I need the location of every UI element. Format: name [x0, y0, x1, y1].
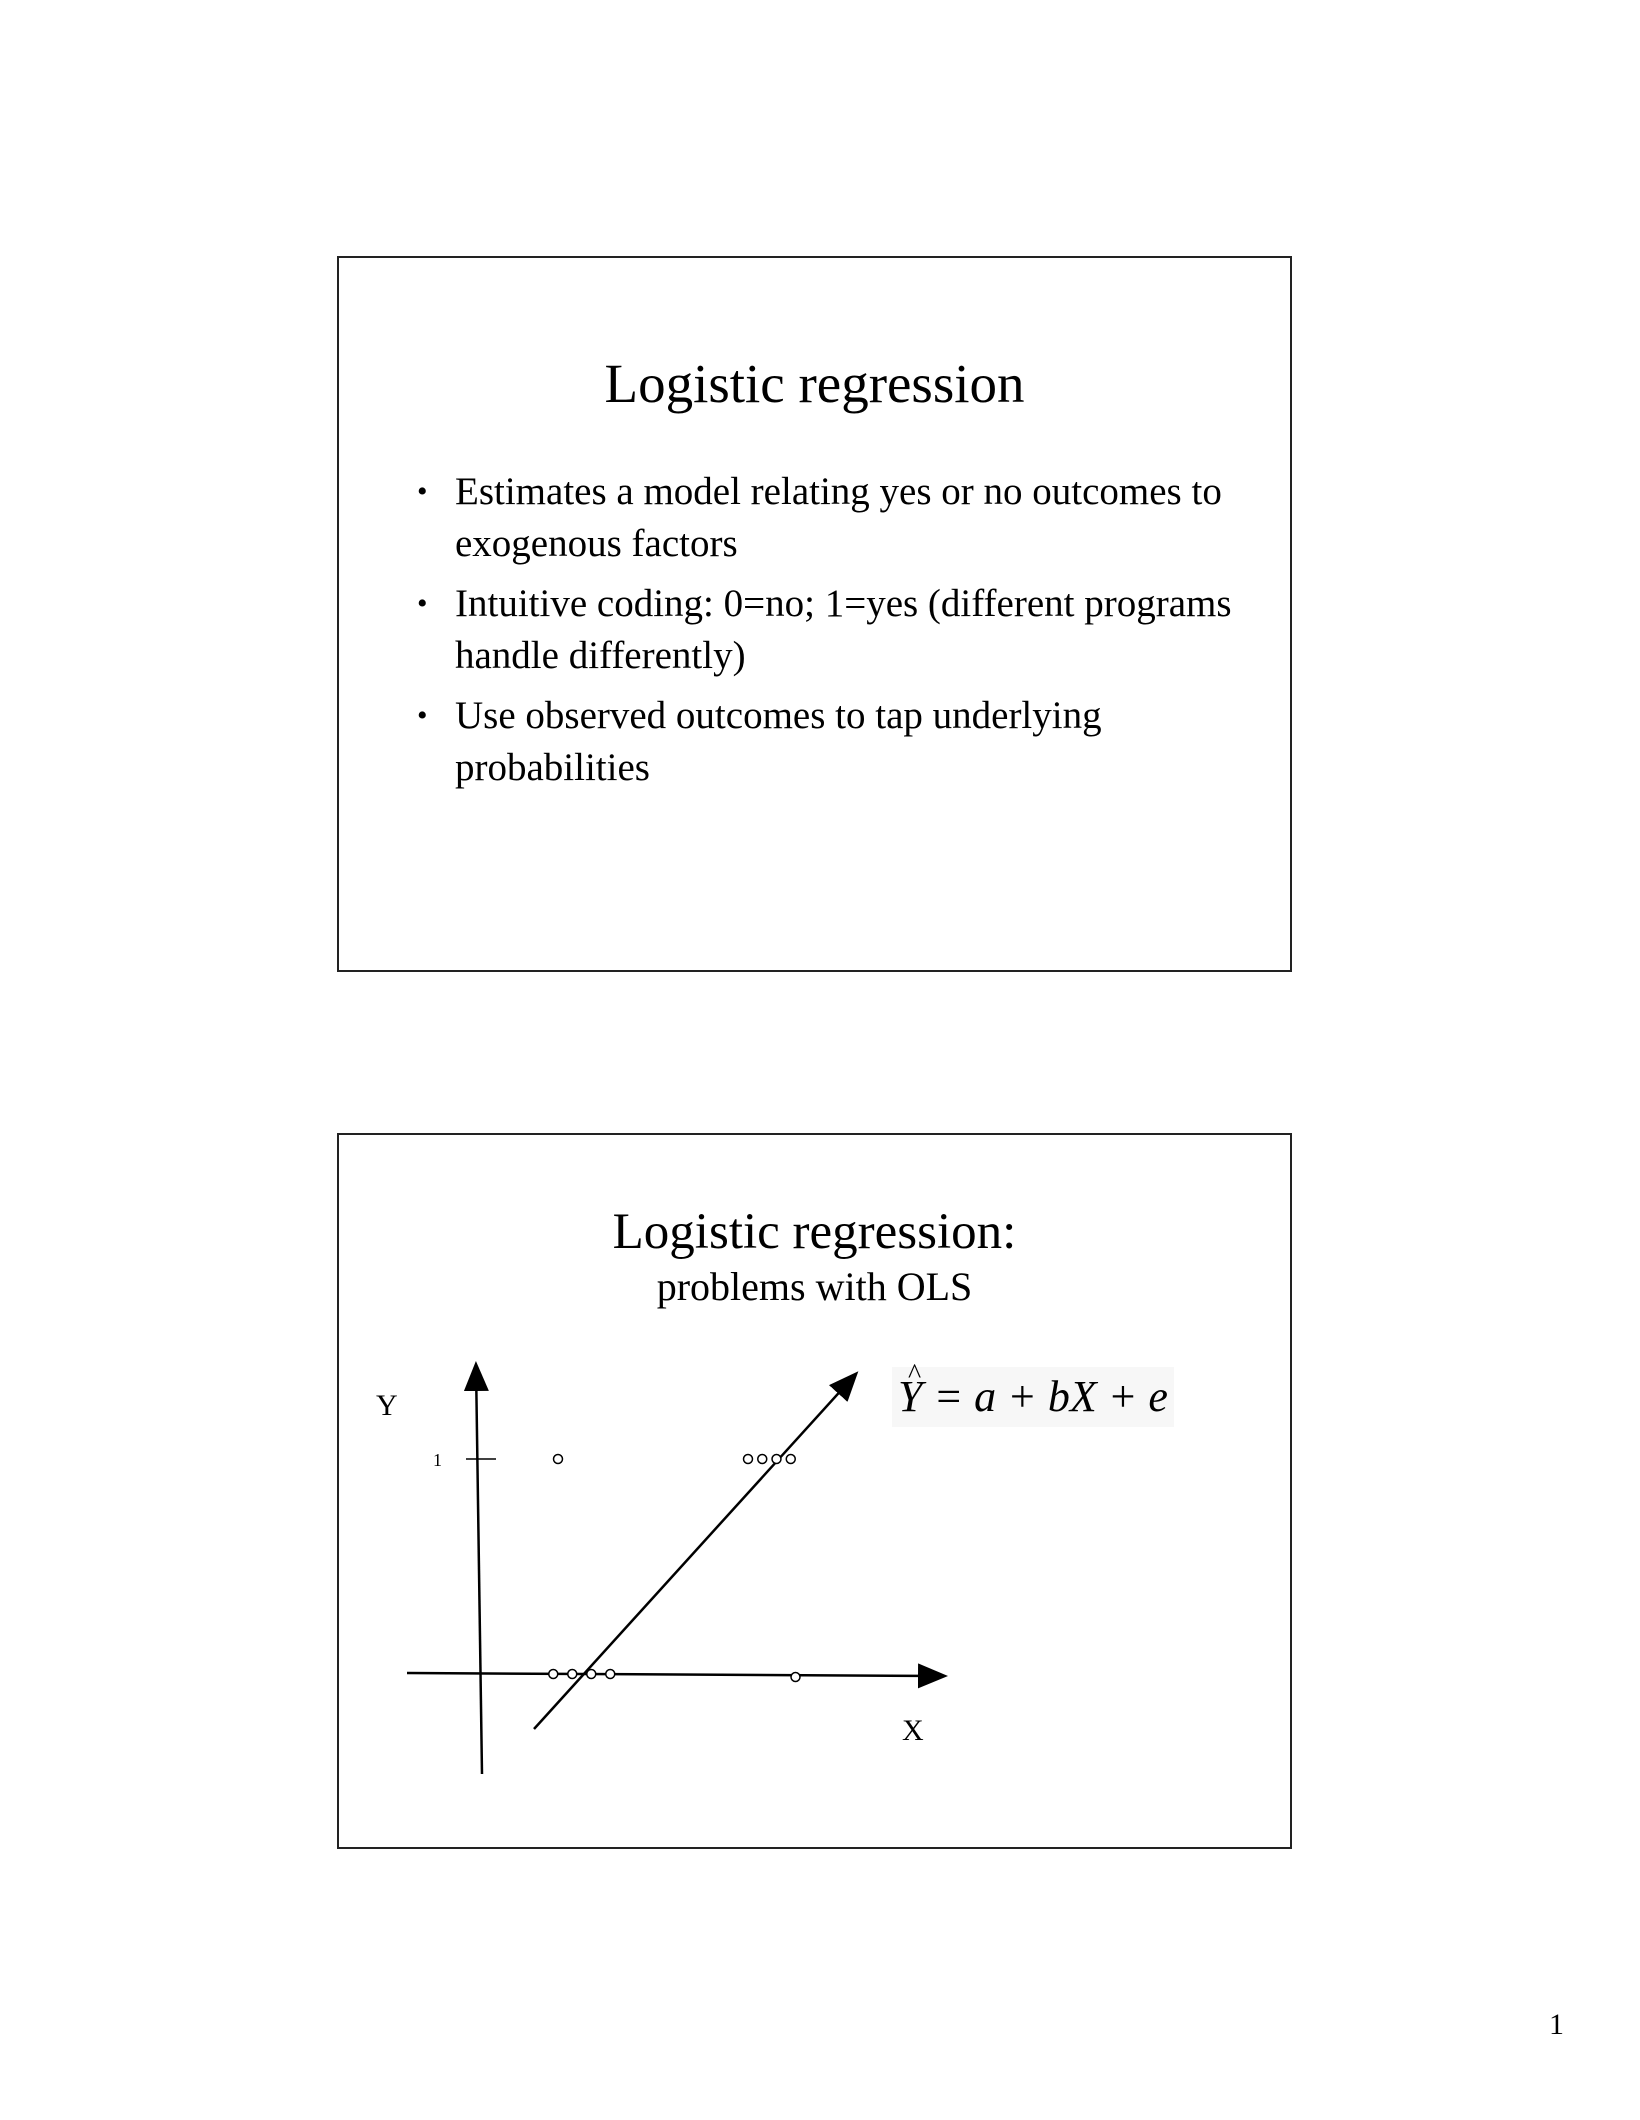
page-number: 1 [1549, 2008, 1564, 2041]
data-point [758, 1455, 767, 1464]
x-axis [407, 1673, 943, 1676]
bullet-text: Intuitive coding: 0=no; 1=yes (different programs handle differently) [455, 582, 1232, 677]
bullet-text: Estimates a model relating yes or no outcomes to exogenous factors [455, 470, 1222, 565]
slide-2 [337, 1133, 1292, 1849]
y-axis [476, 1366, 482, 1774]
bullet-item [417, 466, 1237, 570]
slide-1 [337, 256, 1292, 972]
data-point [786, 1455, 795, 1464]
bullet-dot-icon: • [417, 587, 428, 620]
slide-title: Logistic regression: [612, 1204, 1017, 1260]
slide-title: Logistic regression [604, 353, 1025, 414]
equation-lhs: ^ Y [898, 1367, 922, 1427]
y-axis-label: Y [376, 1389, 398, 1422]
data-point [554, 1455, 563, 1464]
equation [892, 1367, 1174, 1427]
bullet-list [417, 466, 1237, 802]
y-tick-label: 1 [433, 1450, 442, 1470]
bullet-item [417, 578, 1237, 682]
bullet-item [417, 690, 1237, 794]
x-axis-label: X [902, 1714, 924, 1747]
data-point [549, 1670, 558, 1679]
slide-subtitle: problems with OLS [656, 1264, 973, 1309]
data-point [791, 1673, 800, 1682]
data-points [549, 1455, 800, 1682]
bullet-text: Use observed outcomes to tap underlying probabilities [455, 694, 1102, 789]
data-point [568, 1670, 577, 1679]
data-point [606, 1670, 615, 1679]
data-point [587, 1670, 596, 1679]
ols-plot [339, 1135, 1290, 1847]
bullet-dot-icon: • [417, 475, 428, 508]
equation-rhs: = a + bX + e [933, 1372, 1168, 1421]
bullet-dot-icon: • [417, 699, 428, 732]
data-point [772, 1455, 781, 1464]
data-point [744, 1455, 753, 1464]
